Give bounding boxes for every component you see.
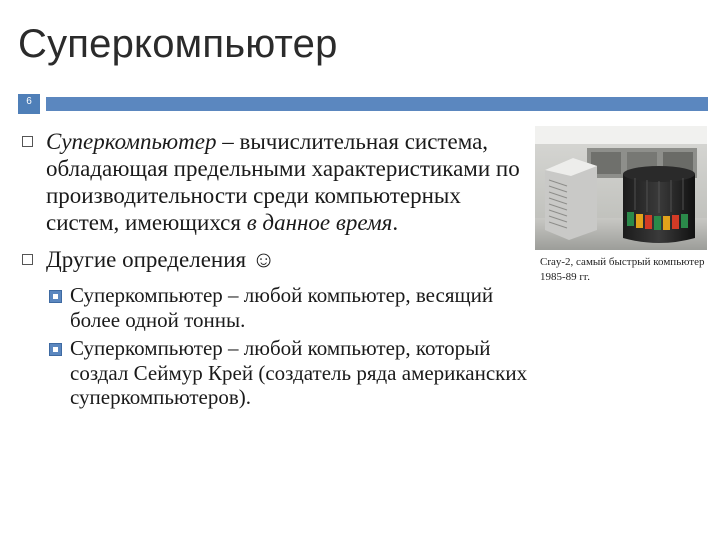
filled-square-bullet-icon (49, 290, 62, 303)
filled-square-bullet-icon (49, 343, 62, 356)
term-supercomputer: Суперкомпьютер (46, 129, 217, 154)
definition-end: . (392, 210, 399, 235)
slide-content (18, 128, 530, 410)
header-bar (46, 97, 708, 111)
square-bullet-icon (22, 254, 33, 265)
slide-title: Суперкомпьютер (18, 22, 338, 66)
bullet-definition (18, 128, 530, 236)
definition-text: – вычислительная система, обладающая предельными характеристиками по производительности среди компьютерных систем, имеющихся (46, 129, 520, 235)
sub-bullet-text: Суперкомпьютер – любой компьютер, который создал Сеймур Крей (создатель ряда американских суперкомпьютеров). (70, 336, 528, 409)
bullet-other-definitions (18, 246, 530, 273)
cray-2-photo (535, 126, 707, 250)
other-definitions-label: Другие определения ☺ (46, 247, 276, 272)
sub-bullet-weight (18, 283, 530, 332)
sub-bullet-cray (18, 336, 530, 410)
photo-caption: Cray-2, самый быстрый компьютер 1985-89 гг. (540, 256, 705, 283)
definition-italic-tail: в данное время (246, 210, 393, 235)
slide-number: 6 (26, 96, 32, 107)
square-bullet-icon (22, 136, 33, 147)
sub-bullet-text: Суперкомпьютер – любой компьютер, весящий более одной тонны. (70, 283, 494, 332)
